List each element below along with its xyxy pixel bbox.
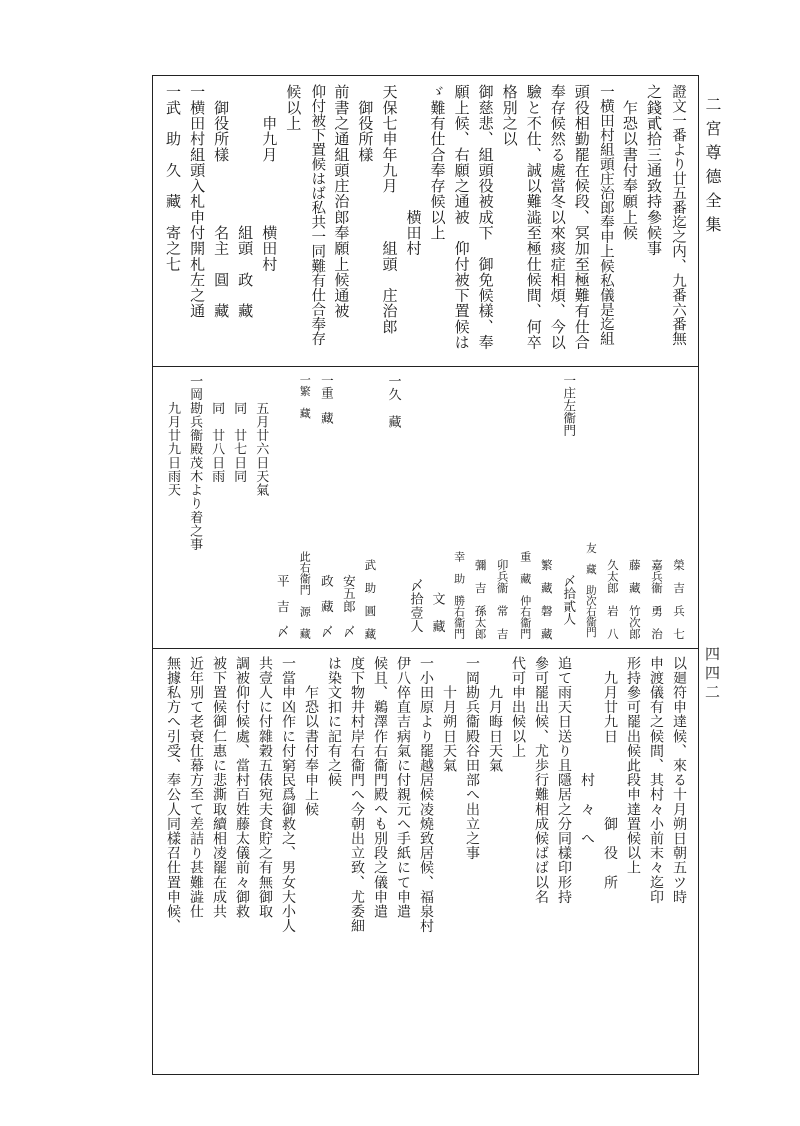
middle-text-column: 一久 藏 [385,374,401,429]
top-text-column: 横田村 [404,84,423,257]
bottom-text-column: 代可申出候以上 [510,656,526,759]
top-text-column: 仰付被下置候はば私共一同難有仕合奉存 [309,84,326,346]
bottom-section [161,656,690,1068]
middle-text-column: 一庄左衞門 〆拾貳人 [561,374,577,625]
middle-text-column: 文 藏 [429,374,445,634]
bottom-text-column: 一小田原より罷越居候凌燒致居候、福泉村 [418,656,434,934]
bottom-text-column: 一當申凶作に付窮民爲御救之、男女大小人 [280,656,296,934]
bottom-text-column: 以廻符申達候、來る十月朔日朝五ツ時 [671,656,687,905]
middle-text-column: 同 廿八日雨 [209,374,225,484]
top-text-column: 頭役相勤罷在候段、冥加至極難有仕合 [572,84,591,350]
top-text-column: ゞ難有仕合奉存候以上 [428,84,447,241]
middle-text-column: 繁 藏 磐 藏 [539,374,554,640]
middle-text-column: 卯兵衞 常 吉 [495,374,510,640]
middle-text-column: 武 助 圓 藏 [363,374,378,640]
top-text-column: 申九月 横田村 [260,84,279,272]
bottom-text-column: 形持參可罷出候此段申達置候以上 [625,656,641,875]
top-text-column: 御役所樣 [356,84,375,163]
bottom-text-column: 近年別て老衰仕幕方至て差詰り甚難澁仕 [188,656,204,919]
bottom-text-column: 申渡儀有之候間、其村々小前末々迄印 [648,656,664,905]
middle-text-column: 安五郎 〆 [341,374,357,638]
top-text-column: 格別之以 [500,84,519,147]
middle-text-column: 同 廿七日同 [231,374,247,484]
top-text-column: 之錢貳拾三通致持參候事 [644,84,663,257]
bottom-text-column: 十月朔日天氣 [441,656,457,773]
bottom-text-column: 乍恐以書付奉申上候 [303,656,319,817]
bottom-text-column: 伊八倅直吉病氣に付親元へ手紙にて申遣 [395,656,411,919]
middle-text-column: 〆拾壹人 [407,374,423,634]
top-section [161,84,690,358]
bottom-text-column: 調被仰付候處、當村百姓藤太儀前々御救 [234,656,250,919]
top-text-column: 御慈悲、組頭役被成下 御免候樣、奉 [476,84,495,350]
middle-text-column: 友 藏 助次右衞門 [584,374,597,638]
bottom-text-column: 參可罷出候、尤歩行難相成候ばば以名 [533,656,549,905]
middle-text-column: 九月廿九日雨天 [165,374,181,497]
top-text-column: 御役所樣 名主 圓 藏 [212,84,231,319]
bottom-text-column: 九月晦日天氣 [487,656,503,773]
middle-text-column: 一重 藏 政 藏 〆 [319,374,335,638]
top-text-column: 組頭 政 藏 [236,84,255,319]
page-number: 四四二 [703,646,721,703]
middle-text-column: 五月廿六日天氣 [253,374,269,497]
middle-text-column: 幸 助 勝右衞門 [452,374,466,639]
middle-text-column: 藤 藏 竹次郎 [627,374,642,640]
top-text-column: 前書之通組頭庄治郎奉願上候通被 [332,84,351,319]
bottom-text-column: 候且、鵜澤作右衞門殿へも別段之儀申遣 [372,656,388,919]
bottom-text-column: は染文扣に記有之候 [326,656,342,788]
top-text-column: 證文一番より廿五番迄之内、九番六番無 [670,84,686,346]
bottom-text-column: 追て雨天日送り且隱居之分同樣印形持 [556,656,572,905]
bottom-text-column: 村 々 へ [579,656,595,846]
middle-text-column: 嘉兵衞 勇 治 [649,374,664,640]
middle-text-column: 久太郎 岩 八 [605,374,620,640]
top-text-column: 願上候、右願之通被 仰付被下置候は [452,84,471,350]
middle-section [161,374,690,640]
middle-text-column: 榮 吉 兵 七 [672,374,686,640]
bottom-text-column: 九月廿九日 御 役 所 [602,656,618,890]
middle-text-column: 平 吉 〆 [275,374,291,638]
top-text-column: 候以上 [284,84,303,131]
top-text-column: 天保七申年九月 組頭 庄治郎 [380,84,399,335]
frame-divider-lower [153,648,698,649]
frame-divider-upper [153,366,698,367]
bottom-text-column: 一岡勘兵衞殿谷田部へ出立之事 [464,656,480,861]
top-text-column: 一武 助 久 藏 寄之七 [164,84,183,272]
top-text-column: 乍恐以書付奉願上候 [620,84,639,241]
bottom-text-column: 共壹人に付雜穀五俵宛夫食貯之有無御取 [257,656,273,919]
bottom-text-column: 度下物井村岸右衞門へ今朝出立致、尤委細 [349,656,365,934]
middle-text-column: 重 藏 仲右衞門 [518,374,532,639]
running-title: 二宮尊德全集 [703,96,722,240]
middle-text-column: 彌 吉 孫太郎 [473,374,488,640]
middle-text-column: 一岡勘兵衞殿茂木より着之事 [187,374,203,552]
bottom-text-column: 無據私方へ引受、奉公人同樣召仕置申候、 [165,656,181,934]
middle-text-column: 一繁 藏 此右衞門 源 藏 [298,374,312,639]
bottom-text-column: 被下置候御仁惠に悲澌取續相凌罷在成共 [211,656,227,919]
top-text-column: 驗と不仕、誠以難澁至極仕候間、何卒 [524,84,543,350]
top-text-column: 一横田村組頭庄治郎奉申上候私儀是迄組 [597,84,614,346]
top-text-column: 一横田村組頭入札申付開札左之通 [188,84,207,319]
top-text-column: 奉存候然る處當冬以來痰症相煩、今以 [548,84,567,350]
text-frame [152,75,699,1075]
